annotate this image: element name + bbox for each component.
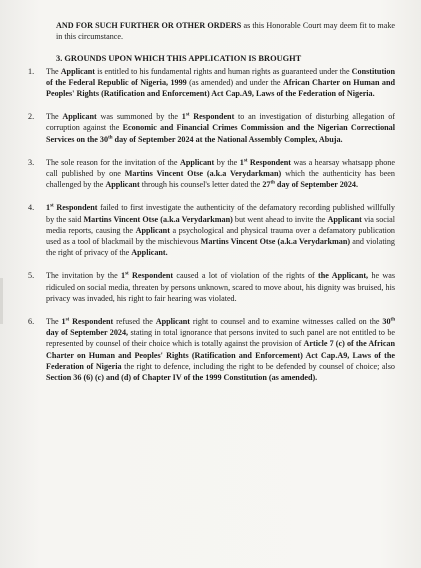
text-run: day of September 2024. — [274, 180, 359, 190]
text-run: which the authenticity has been challenged by the — [46, 169, 395, 190]
text-run: was a hearsay whatsapp phone call published by one — [46, 157, 395, 179]
ground-text — [46, 316, 395, 383]
text-run: the right to defence, including the right to be defended by counsel of choice; also — [121, 361, 395, 371]
ordinal-suffix: th — [108, 134, 113, 140]
text-run: Applicant — [155, 317, 191, 327]
text-run: Article 7 (c) of the African Charter on Human and Peoples' Rights (Ratification and Enforcement) Act Cap.A9, Laws of the Federation of Nigeria — [46, 339, 396, 371]
text-run: Martins Vincent Otse (a.k.a Verydarkman) — [124, 169, 282, 179]
ground-number: 6. — [28, 317, 35, 327]
text-run: refused the — [113, 317, 156, 327]
text-run: a psychological and physical trauma over a defamatory publication used as a tool of blackmail by the mischievous — [46, 225, 395, 247]
text-run: Applicant — [105, 180, 140, 190]
text-run: Respondent — [53, 203, 98, 213]
text-run: Applicant — [135, 225, 170, 235]
grounds-list — [28, 66, 395, 384]
text-run: through his counsel's letter dated the — [139, 180, 263, 190]
ordinal-suffix: th — [270, 180, 275, 186]
ground-text — [46, 157, 395, 191]
text-run: 1 — [61, 317, 66, 327]
text-run: right to counsel and to examine witnesses called on the — [190, 317, 383, 327]
section-heading: 3. GROUNDS UPON WHICH THIS APPLICATION IS BROUGHT — [56, 54, 302, 64]
ground-item — [28, 111, 395, 145]
text-run: to an investigation of disturbing allegation of corruption against the — [46, 112, 395, 133]
text-run: the Applicant, — [318, 271, 369, 281]
text-run: Economic and Financial Crimes Commission and the Nigerian Correctional Services on the 30 — [46, 123, 395, 144]
ordinal-suffix: st — [125, 271, 129, 277]
text-run: 27 — [262, 180, 271, 190]
text-run: Respondent — [69, 317, 114, 327]
ground-number: 2. — [28, 112, 35, 122]
ground-text — [46, 66, 395, 100]
text-run: day of September 2024 at the National Assembly Complex, Abuja. — [112, 134, 343, 144]
text-run: The — [46, 66, 61, 76]
ordinal-suffix: th — [390, 317, 395, 323]
text-run: caused a lot of violation of the rights of — [173, 271, 319, 281]
ground-number: 4. — [28, 203, 35, 213]
page-edge-shadow — [0, 278, 3, 324]
text-run: The — [46, 317, 62, 327]
text-run: he was ridiculed on social media, threaten by persons unknown, scared to move about, his dignity was bruised, his privacy was invaded, his right to fair hearing was violated. — [46, 271, 395, 303]
text-run: failed to first investigate the authenticity of the defamatory recording published willfully by the said — [46, 203, 395, 224]
text-run: but went ahead to invite the — [232, 214, 328, 224]
text-run: Section 36 (6) (c) and (d) of Chapter IV of the 1999 Constitution (as amended). — [46, 373, 318, 383]
text-run: (as amended) and under the — [186, 77, 283, 87]
text-run: Constitution of the Federal Republic of Nigeria, 1999 — [46, 66, 395, 87]
text-run: 1 — [239, 157, 244, 167]
ground-number: 3. — [28, 157, 35, 167]
ground-text — [46, 111, 395, 145]
text-run: 1 — [46, 203, 51, 213]
text-run: Applicant. — [131, 248, 168, 258]
text-run: via social media reports, causing the — [46, 214, 395, 235]
text-run: day of September 2024, — [46, 328, 129, 338]
text-run: is entitled to his fundamental rights and human rights as guaranteed under the — [95, 66, 352, 76]
text-run: stating in total ignorance that persons invited to such panel are not entitled to be represented by counsel of their choice which is totally against the provision of — [46, 328, 395, 349]
text-run: Martins Vincent Otse (a.k.a Verydarkman) — [83, 214, 233, 224]
ground-item — [28, 316, 395, 383]
ground-item — [28, 157, 395, 191]
text-run: African Charter on Human and Peoples' Rights (Ratification and Enforcement) Act Cap.A9, Laws of the Federation of Nigeria. — [46, 77, 396, 99]
ordinal-suffix: st — [185, 112, 190, 118]
text-run: and violating the right of privacy of the — [46, 237, 395, 258]
text-run: Applicant — [327, 214, 362, 224]
text-run: Applicant — [60, 66, 96, 76]
ground-item — [28, 66, 395, 100]
text-run: Applicant — [62, 112, 97, 122]
ground-number: 5. — [28, 271, 35, 281]
text-run: 1 — [181, 112, 186, 122]
text-run: Respondent — [247, 157, 292, 167]
text-run: The sole reason for the invitation of the — [46, 157, 180, 167]
ordinal-suffix: st — [65, 317, 70, 323]
ground-text — [46, 270, 395, 304]
intro-lead: AND FOR SUCH FURTHER OR OTHER ORDERS — [56, 21, 242, 30]
intro-rest: as this Honorable Court may deem fit to make in this circumstance. — [56, 21, 395, 42]
ground-item — [28, 202, 395, 258]
text-run: by the — [214, 157, 240, 167]
text-run: The invitation by the — [46, 271, 122, 281]
text-run: was summoned by the — [96, 112, 182, 122]
ground-number: 1. — [28, 66, 35, 76]
text-run: 30 — [382, 317, 391, 327]
text-run: Respondent — [189, 112, 235, 122]
ground-text — [46, 202, 395, 258]
text-run: 1 — [121, 271, 126, 281]
ordinal-suffix: st — [50, 203, 54, 209]
ordinal-suffix: st — [243, 158, 248, 164]
text-run: The — [46, 112, 63, 122]
text-run: Martins Vincent Otse (a.k.a Verydarkman) — [200, 237, 351, 247]
text-run: Applicant — [179, 157, 215, 167]
intro-paragraph — [56, 20, 395, 42]
text-run: Respondent — [128, 271, 174, 281]
ground-item — [28, 270, 395, 304]
